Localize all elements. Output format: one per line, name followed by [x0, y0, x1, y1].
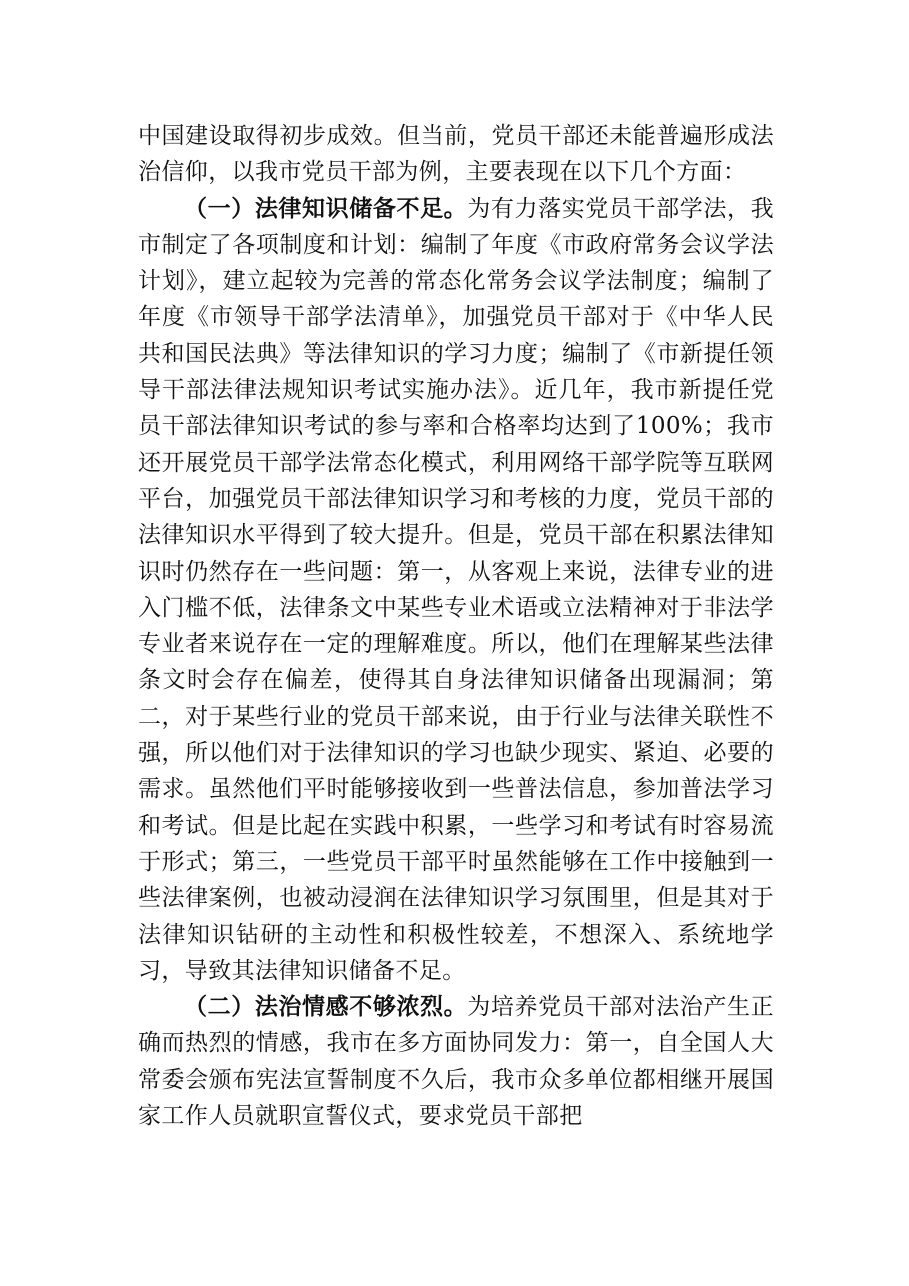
paragraph-section-1 [138, 191, 774, 990]
paragraph-section-2 [138, 989, 774, 1134]
paragraph-text: 中国建设取得初步成效。但当前，党员干部还未能普遍形成法治信仰，以我市党员干部为例，主要表现在以下几个方面： [138, 123, 774, 186]
section-heading: （一）法律知识储备不足。 [184, 194, 468, 222]
paragraph-intro [138, 118, 774, 191]
paragraph-text: 为培养党员干部对法治产生正确而热烈的情感，我市在多方面协同发力：第一，自全国人大常委会颁布宪法宣誓制度不久后，我市众多单位都相继开展国家工作人员就职宣誓仪式，要求党员干部把 [138, 994, 774, 1130]
section-heading: （二）法治情感不够浓烈。 [184, 993, 468, 1021]
paragraph-text: 为有力落实党员干部学法，我市制定了各项制度和计划：编制了年度《市政府常务会议学法计划》，建立起较为完善的常态化常务会议学法制度；编制了年度《市领导干部学法清单》，加强党员干部对于《中华人民共和国民法典》等法律知识的学习力度；编制了《市新提任领导干部法律法规知识考试实施办法》。近几年，我市新提任党员干部法律知识考试的参与率和合格率均达到了100%；我市还开展党员干部学法常态化模式，利用网络干部学院等互联网平台，加强党员干部法律知识学习和考核的力度，党员干部的法律知识水平得到了较大提升。但是，党员干部在积累法律知识时仍然存在一些问题：第一，从客观上来说，法律专业的进入门槛不低，法律条文中某些专业术语或立法精神对于非法学专业者来说存在一定的理解难度。所以，他们在理解某些法律条文时会存在偏差，使得其自身法律知识储备出现漏洞；第二，对于某些行业的党员干部来说，由于行业与法律关联性不强，所以他们对于法律知识的学习也缺少现实、紧迫、必要的需求。虽然他们平时能够接收到一些普法信息，参加普法学习和考试。但是比起在实践中积累，一些学习和考试有时容易流于形式；第三，一些党员干部平时虽然能够在工作中接触到一些法律案例，也被动浸润在法律知识学习氛围里，但是其对于法律知识钻研的主动性和积极性较差，不想深入、系统地学习，导致其法律知识储备不足。 [138, 195, 774, 984]
document-body [138, 118, 774, 1134]
